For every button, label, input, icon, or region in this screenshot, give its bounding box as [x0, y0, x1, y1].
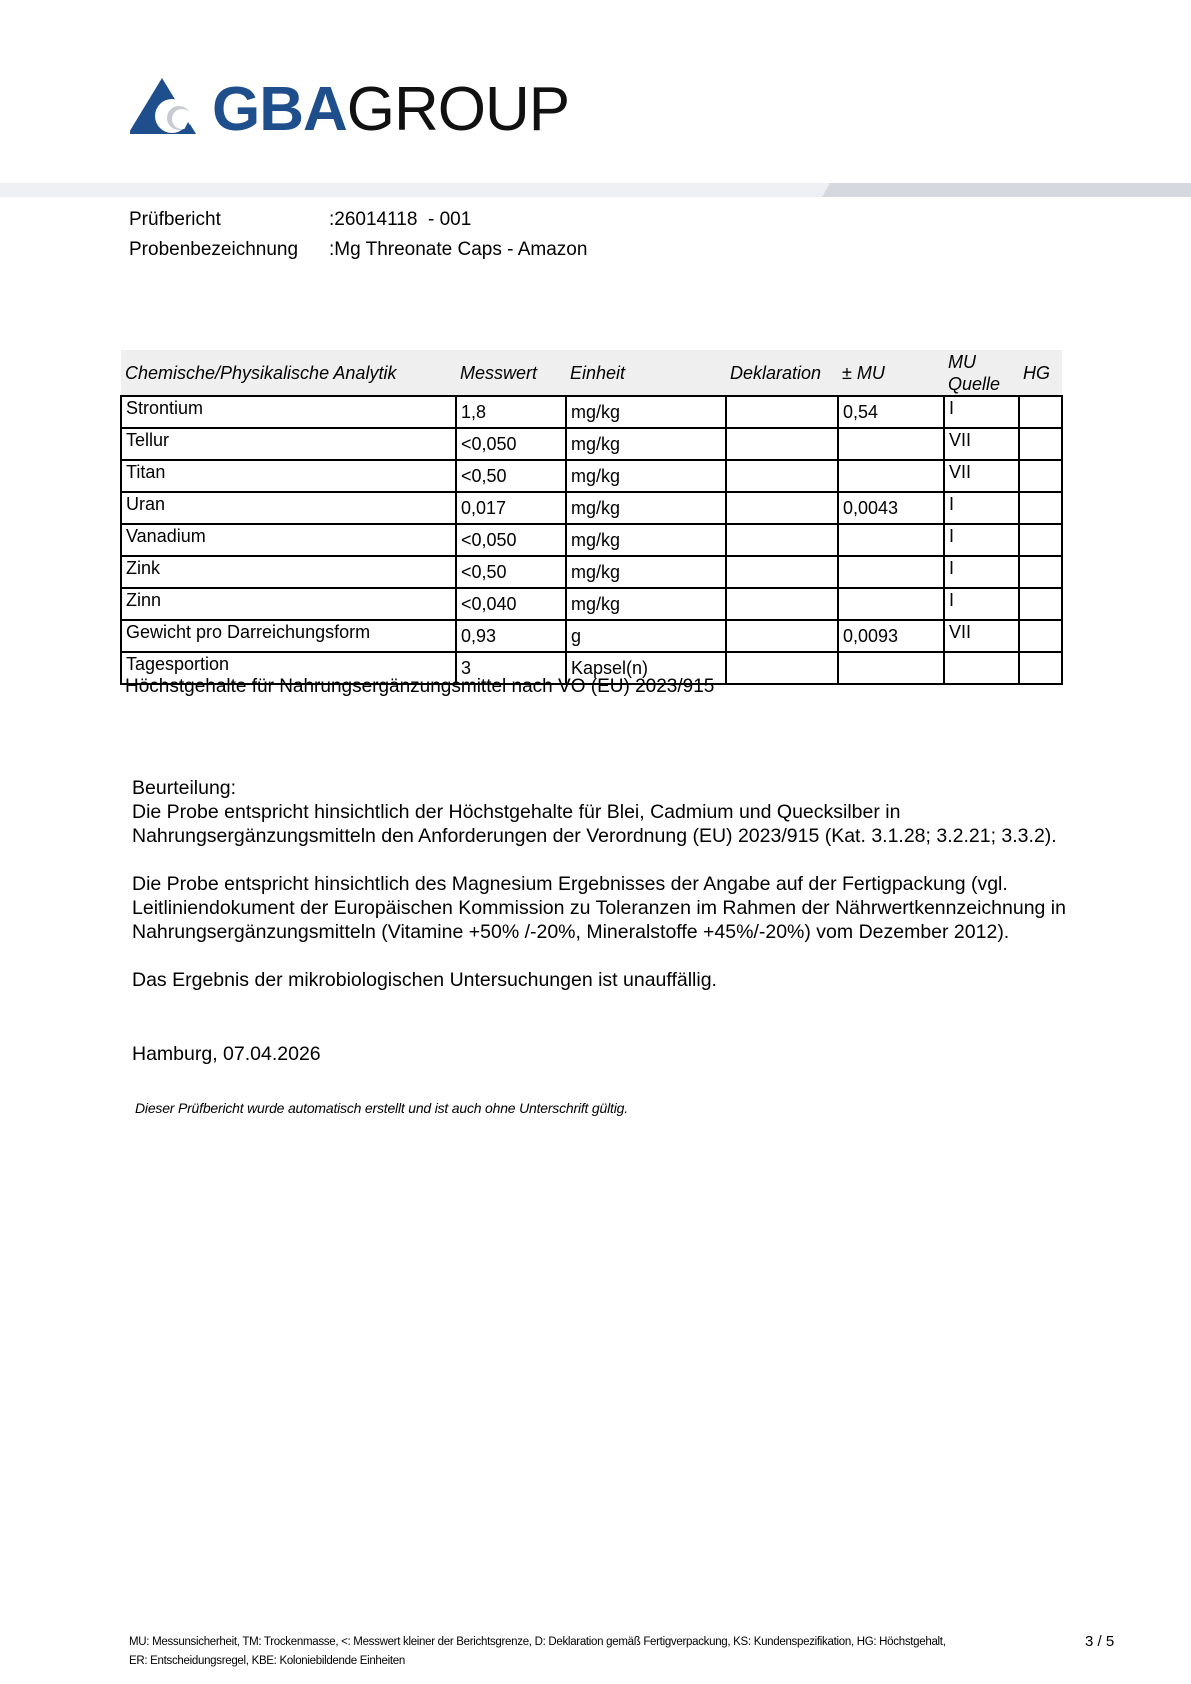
cell-name: Zink — [121, 556, 456, 588]
logo-brand-bold: GBA — [212, 75, 347, 144]
cell-einheit: mg/kg — [566, 396, 726, 428]
place-date: Hamburg, 07.04.2026 — [132, 1043, 321, 1065]
cell-messwert: 0,93 — [456, 620, 566, 652]
cell-messwert: <0,050 — [456, 428, 566, 460]
cell-quelle: VII — [944, 620, 1019, 652]
assessment-paragraph-1: Die Probe entspricht hinsichtlich der Höchstgehalte für Blei, Cadmium und Quecksilber in Nahrungsergänzungsmitteln den Anforderungen der Verordnung (EU) 2023/915 (Kat. 3.1.28; 3.2.21; 3.3.2). — [132, 801, 1057, 847]
cell-einheit: g — [566, 620, 726, 652]
logo-brand-light: GROUP — [346, 75, 570, 144]
cell-hg — [1019, 524, 1062, 556]
cell-hg — [1019, 588, 1062, 620]
header-mu: ± MU — [838, 350, 944, 396]
cell-einheit: Kapsel(n) — [566, 652, 726, 684]
cell-mu: 0,54 — [838, 396, 944, 428]
cell-mu: 0,0043 — [838, 492, 944, 524]
cell-mu — [838, 460, 944, 492]
cell-deklaration — [726, 556, 838, 588]
cell-messwert: 3 — [456, 652, 566, 684]
cell-name: Vanadium — [121, 524, 456, 556]
cell-hg — [1019, 556, 1062, 588]
cell-mu — [838, 524, 944, 556]
cell-mu — [838, 428, 944, 460]
table-row — [121, 428, 1062, 460]
cell-messwert: <0,50 — [456, 556, 566, 588]
table-row — [121, 556, 1062, 588]
gba-triangle-icon — [130, 76, 206, 138]
cell-deklaration — [726, 396, 838, 428]
cell-einheit: mg/kg — [566, 556, 726, 588]
cell-hg — [1019, 492, 1062, 524]
cell-quelle: I — [944, 588, 1019, 620]
cell-deklaration — [726, 492, 838, 524]
cell-deklaration — [726, 652, 838, 684]
cell-quelle — [944, 652, 1019, 684]
assessment-heading: Beurteilung: — [132, 777, 237, 799]
table-row — [121, 492, 1062, 524]
cell-name: Uran — [121, 492, 456, 524]
header-deklaration: Deklaration — [726, 350, 838, 396]
footer-line-2: ER: Entscheidungsregel, KBE: Koloniebildende Einheiten — [129, 1655, 405, 1667]
cell-messwert: 1,8 — [456, 396, 566, 428]
disclaimer: Dieser Prüfbericht wurde automatisch erstellt und ist auch ohne Unterschrift gültig. — [135, 1100, 628, 1116]
cell-name: Titan — [121, 460, 456, 492]
header-hg: HG — [1019, 350, 1062, 396]
header-band — [0, 183, 1191, 197]
cell-messwert: <0,040 — [456, 588, 566, 620]
cell-mu: 0,0093 — [838, 620, 944, 652]
table-row — [121, 396, 1062, 428]
cell-name: Tagesportion — [121, 652, 456, 684]
cell-deklaration — [726, 428, 838, 460]
cell-mu — [838, 556, 944, 588]
cell-messwert: 0,017 — [456, 492, 566, 524]
cell-name: Strontium — [121, 396, 456, 428]
cell-quelle: I — [944, 556, 1019, 588]
cell-messwert: <0,050 — [456, 524, 566, 556]
cell-deklaration — [726, 460, 838, 492]
header-analytik: Chemische/Physikalische Analytik — [121, 350, 456, 396]
assessment-paragraph-3: Das Ergebnis der mikrobiologischen Untersuchungen ist unauffällig. — [132, 969, 717, 991]
cell-name: Gewicht pro Darreichungsform — [121, 620, 456, 652]
header-einheit: Einheit — [566, 350, 726, 396]
cell-hg — [1019, 396, 1062, 428]
report-value: :26014118 - 001 — [329, 209, 472, 230]
table-row — [121, 524, 1062, 556]
analytik-table — [120, 350, 1063, 685]
cell-quelle: VII — [944, 460, 1019, 492]
cell-deklaration — [726, 620, 838, 652]
cell-einheit: mg/kg — [566, 428, 726, 460]
table-row — [121, 620, 1062, 652]
table-header-row — [121, 350, 1062, 396]
cell-einheit: mg/kg — [566, 588, 726, 620]
cell-mu — [838, 588, 944, 620]
table-row — [121, 460, 1062, 492]
header-messwert: Messwert — [456, 350, 566, 396]
gba-group-logo — [130, 76, 570, 146]
table-row — [121, 588, 1062, 620]
footer-legend — [129, 1633, 1009, 1671]
table-body — [121, 396, 1062, 684]
cell-hg — [1019, 460, 1062, 492]
cell-einheit: mg/kg — [566, 524, 726, 556]
sample-label: Probenbezeichnung — [129, 239, 299, 260]
cell-name: Tellur — [121, 428, 456, 460]
cell-deklaration — [726, 588, 838, 620]
cell-name: Zinn — [121, 588, 456, 620]
cell-einheit: mg/kg — [566, 492, 726, 524]
cell-quelle: I — [944, 524, 1019, 556]
table-note: Höchstgehalte für Nahrungsergänzungsmittel nach VO (EU) 2023/915 — [125, 676, 715, 697]
cell-deklaration — [726, 524, 838, 556]
cell-hg — [1019, 428, 1062, 460]
cell-hg — [1019, 652, 1062, 684]
report-label: Prüfbericht — [129, 209, 221, 230]
header-mu-quelle-line2: Quelle — [948, 373, 1001, 394]
assessment-section — [132, 776, 1092, 1016]
sample-value: :Mg Threonate Caps - Amazon — [329, 239, 588, 260]
cell-mu — [838, 652, 944, 684]
cell-quelle: VII — [944, 428, 1019, 460]
footer-line-1: MU: Messunsicherheit, TM: Trockenmasse, <: Messwert kleiner der Berichtsgrenze, D: Deklaration gemäß Fertigverpackung, KS: Kundenspezifikation, HG: Höchstgehalt, — [129, 1636, 946, 1648]
page-number: 3 / 5 — [1085, 1633, 1115, 1650]
cell-einheit: mg/kg — [566, 460, 726, 492]
cell-quelle: I — [944, 492, 1019, 524]
cell-hg — [1019, 620, 1062, 652]
cell-quelle: I — [944, 396, 1019, 428]
header-mu-quelle — [944, 350, 1019, 396]
cell-messwert: <0,50 — [456, 460, 566, 492]
assessment-paragraph-2: Die Probe entspricht hinsichtlich des Magnesium Ergebnisses der Angabe auf der Fertigpackung (vgl. Leitliniendokument der Europäischen Kommission zu Toleranzen im Rahmen der Nährwertkennzeichnung in Nahrungsergänzungsmitteln (Vitamine +50% /-20%, Mineralstoffe +45%/-20%) vom Dezember 2012). — [132, 873, 1066, 943]
header-mu-quelle-line1: MU — [948, 351, 976, 372]
